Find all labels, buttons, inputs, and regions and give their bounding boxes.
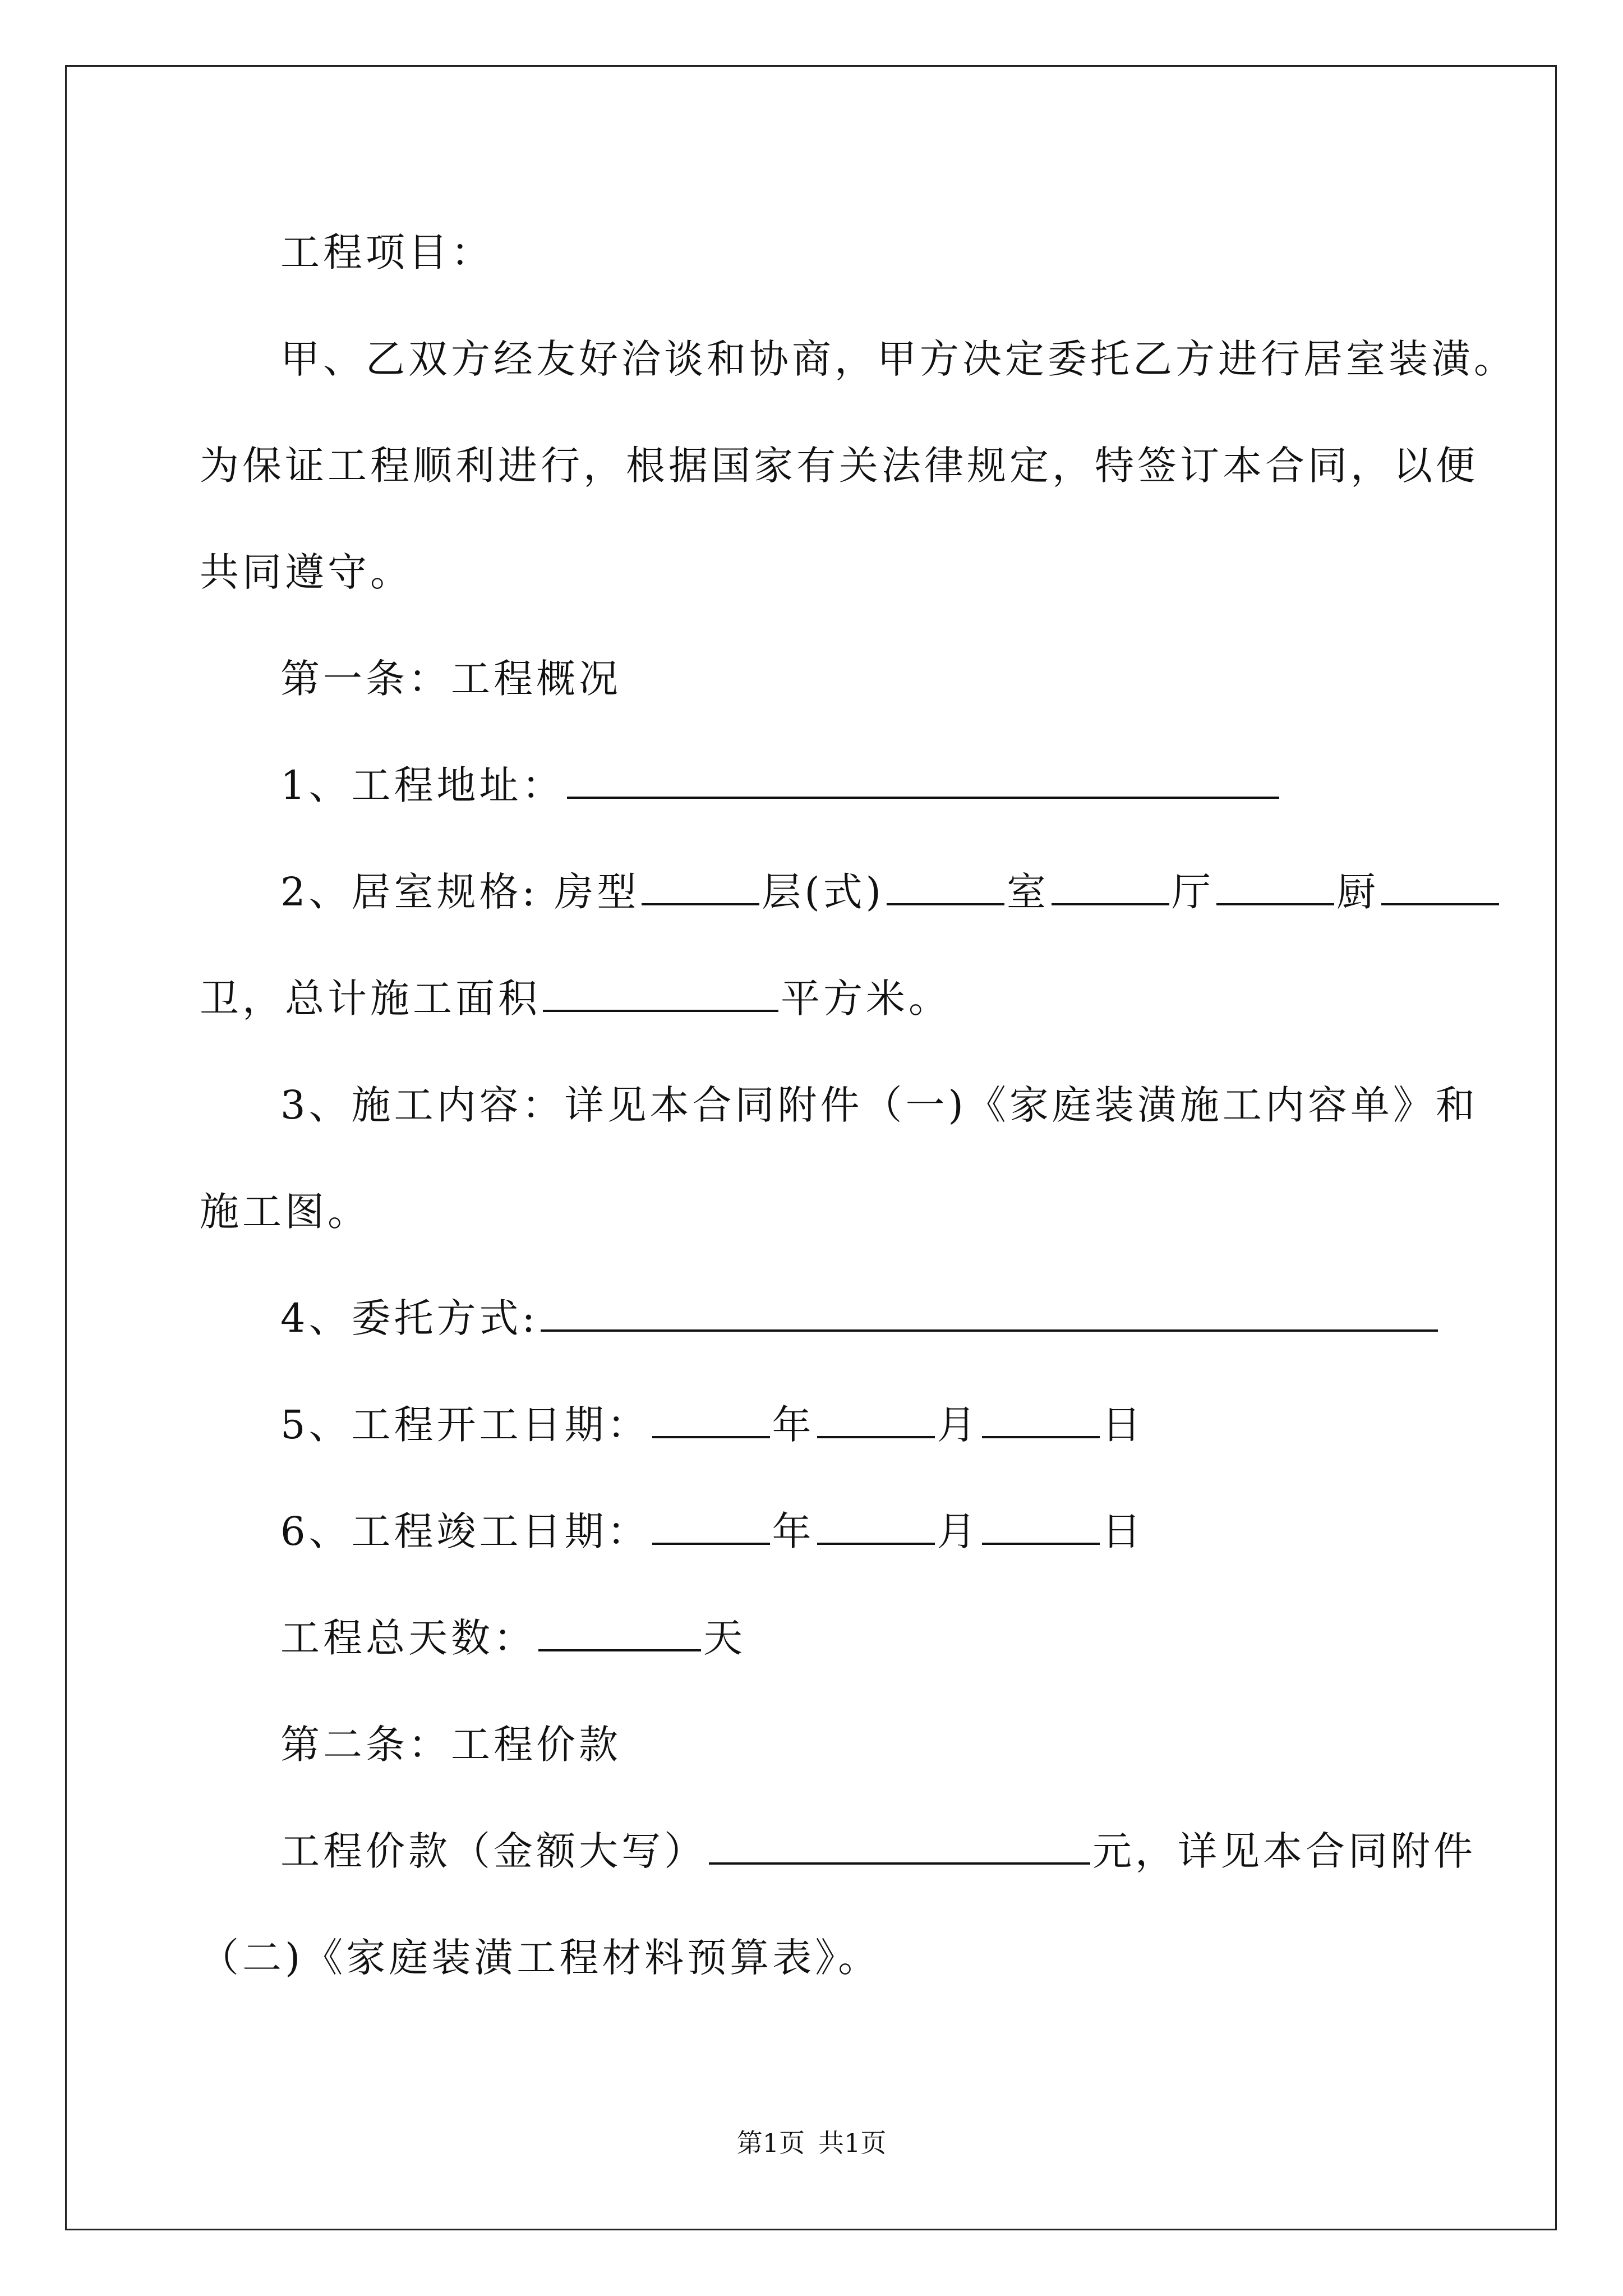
text: 为保证工程顺利进行，根据国家有关法律规定，特签订本合同，以便 (200, 443, 1478, 489)
text: 施工图。 (200, 1189, 370, 1235)
end-month-blank[interactable] (817, 1509, 935, 1545)
text: 厨 (1336, 869, 1379, 915)
floor-blank[interactable] (642, 869, 759, 905)
text: 甲、乙双方经友好洽谈和协商，甲方决定委托乙方进行居室装潢。 (280, 336, 1516, 382)
text: 日 (1101, 1508, 1145, 1554)
start-day-blank[interactable] (982, 1402, 1100, 1438)
text: 工程价款（金额大写） (280, 1828, 707, 1874)
paragraph-line (280, 331, 1514, 387)
area-blank[interactable] (543, 976, 778, 1012)
text: 元，详见本合同附件 (1092, 1828, 1476, 1874)
area-line (200, 970, 1433, 1027)
content-line (280, 1077, 1514, 1133)
paragraph-line (200, 544, 1433, 600)
text: 年 (772, 1508, 815, 1554)
bath-blank[interactable] (1381, 869, 1499, 905)
text: 日 (1101, 1402, 1145, 1448)
page-total: 共1页 (818, 2128, 887, 2158)
days-blank[interactable] (538, 1616, 701, 1651)
end-year-blank[interactable] (652, 1509, 770, 1545)
text: 卫，总计施工面积 (200, 976, 541, 1022)
total-days-line (280, 1610, 1514, 1666)
project-heading (280, 224, 1514, 280)
text: 月 (937, 1508, 980, 1554)
article-heading (280, 1717, 1514, 1773)
text: 2、居室规格: 房型 (280, 869, 640, 915)
article-heading (280, 651, 1514, 707)
paragraph-line (200, 438, 1478, 494)
text: 天 (703, 1615, 746, 1661)
page-border (65, 65, 1557, 2230)
page-footer (0, 2126, 1623, 2160)
address-line (280, 757, 1514, 813)
price-line (200, 1930, 1433, 1986)
price-blank[interactable] (709, 1829, 1090, 1865)
price-line (280, 1823, 1514, 1879)
text: （二)《家庭装潢工程材料预算表》。 (200, 1935, 881, 1981)
text: 4、委托方式: (280, 1295, 539, 1341)
start-date-line (280, 1397, 1514, 1453)
text: 第一条：工程概况 (280, 656, 621, 702)
end-day-blank[interactable] (982, 1509, 1100, 1545)
text: 平方米。 (781, 976, 951, 1022)
hall-blank[interactable] (1052, 869, 1169, 905)
text: 年 (772, 1402, 815, 1448)
commission-line (280, 1290, 1514, 1346)
text: 层(式) (762, 869, 884, 915)
start-year-blank[interactable] (652, 1402, 770, 1438)
text: 6、工程竣工日期： (280, 1508, 650, 1554)
address-blank[interactable] (567, 763, 1279, 799)
text: 第二条：工程价款 (280, 1722, 621, 1768)
text: 共同遵守。 (200, 549, 413, 595)
text: 厅 (1172, 869, 1214, 915)
text: 室 (1007, 869, 1049, 915)
page-number: 第1页 (736, 2128, 805, 2158)
start-month-blank[interactable] (817, 1402, 935, 1438)
text: 5、工程开工日期： (280, 1402, 650, 1448)
text: 月 (937, 1402, 980, 1448)
room-blank[interactable] (887, 869, 1004, 905)
text: 工程项目： (280, 229, 494, 275)
end-date-line (280, 1503, 1514, 1559)
kitchen-blank[interactable] (1216, 869, 1334, 905)
text: 工程总天数： (280, 1615, 536, 1661)
text: 3、施工内容：详见本合同附件（一)《家庭装潢施工内容单》和 (280, 1082, 1478, 1128)
commission-blank[interactable] (541, 1296, 1438, 1332)
room-spec-line (280, 864, 1514, 920)
text: 1、工程地址： (280, 762, 565, 808)
content-line (200, 1184, 1433, 1240)
